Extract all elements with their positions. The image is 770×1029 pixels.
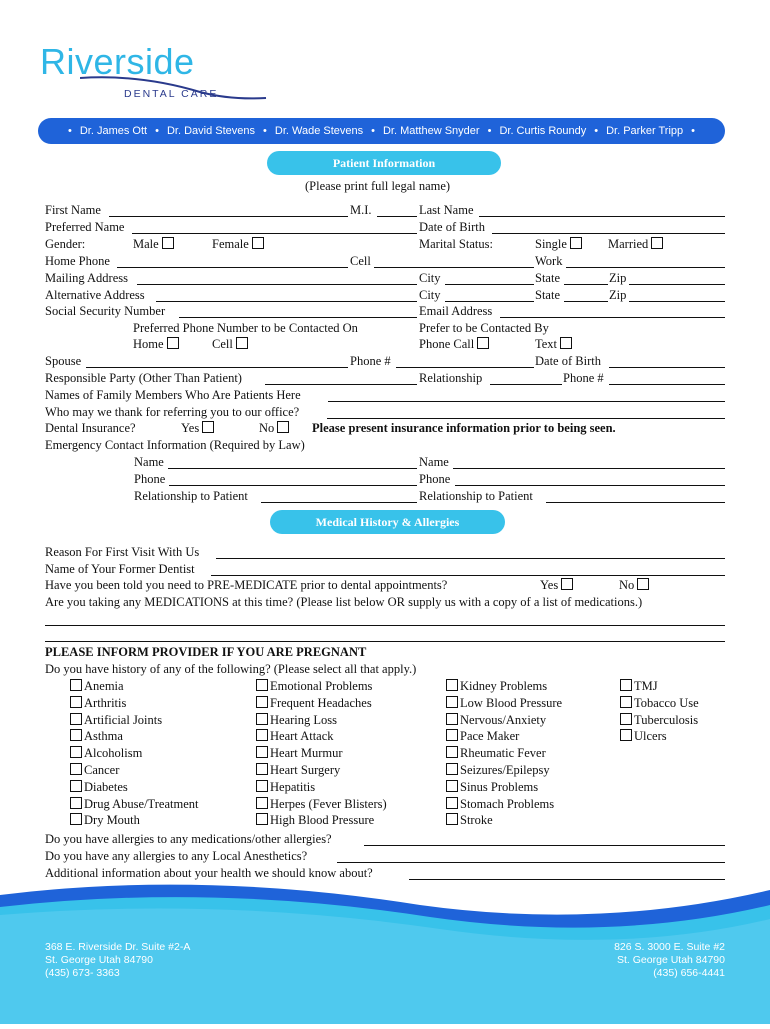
condition-label: Nervous/Anxiety bbox=[460, 712, 547, 727]
marital-label: Marital Status: bbox=[419, 237, 493, 251]
preferred-name-field[interactable] bbox=[132, 233, 417, 234]
emergency-rel-label: Relationship to Patient bbox=[134, 489, 248, 503]
condition-checkbox[interactable] bbox=[446, 729, 458, 741]
state-label: State bbox=[535, 271, 560, 285]
referral-label: Who may we thank for referring you to our office? bbox=[45, 405, 300, 419]
medications-field-2[interactable] bbox=[45, 641, 725, 642]
condition-label: Hepatitis bbox=[270, 779, 316, 794]
condition-item[interactable] bbox=[70, 729, 123, 744]
doctor-name: Dr. James Ott bbox=[79, 125, 148, 137]
cell-field[interactable] bbox=[374, 267, 534, 268]
doctor-name: Dr. Matthew Snyder bbox=[382, 125, 480, 137]
condition-checkbox[interactable] bbox=[70, 696, 82, 708]
phone-call-checkbox[interactable] bbox=[477, 337, 489, 349]
condition-label: TMJ bbox=[634, 679, 658, 693]
condition-checkbox[interactable] bbox=[620, 729, 632, 741]
emergency-name-label: Name bbox=[134, 455, 164, 469]
condition-checkbox[interactable] bbox=[70, 713, 82, 725]
condition-item[interactable] bbox=[446, 797, 554, 812]
patient-info-heading: Patient Information bbox=[267, 151, 501, 175]
condition-label: Artificial Joints bbox=[84, 712, 163, 727]
ssn-field[interactable] bbox=[179, 317, 417, 318]
condition-label: Pace Maker bbox=[460, 729, 520, 744]
first-name-label: First Name bbox=[45, 203, 101, 217]
single-checkbox[interactable] bbox=[570, 237, 582, 249]
condition-checkbox[interactable] bbox=[256, 763, 268, 775]
work-label: Work bbox=[535, 254, 563, 268]
condition-item[interactable] bbox=[446, 746, 546, 761]
premedicate-label: Have you been told you need to PRE-MEDICATE prior to dental appointments? bbox=[45, 578, 448, 592]
emergency-name-field[interactable] bbox=[168, 468, 417, 469]
condition-item[interactable] bbox=[446, 729, 519, 744]
condition-checkbox[interactable] bbox=[446, 780, 458, 792]
condition-label: Alcoholism bbox=[84, 746, 143, 761]
condition-item[interactable] bbox=[446, 679, 547, 694]
doctor-bar: • Dr. James Ott • Dr. David Stevens • Dr. Wade Stevens • Dr. Matthew Snyder • Dr. Curtis Roundy • Dr. Parker Tripp • bbox=[38, 118, 725, 144]
condition-item[interactable] bbox=[256, 797, 387, 812]
condition-checkbox[interactable] bbox=[70, 729, 82, 741]
emergency2-rel-label: Relationship to Patient bbox=[419, 489, 533, 503]
condition-checkbox[interactable] bbox=[70, 780, 82, 792]
premedicate-yes-checkbox[interactable] bbox=[561, 578, 573, 590]
dob-label: Date of Birth bbox=[419, 220, 485, 234]
email-field[interactable] bbox=[500, 317, 725, 318]
responsible-phone-label: Phone # bbox=[563, 371, 604, 385]
spouse-label: Spouse bbox=[45, 354, 82, 368]
doctor-name: Dr. Parker Tripp bbox=[606, 125, 684, 137]
condition-label: High Blood Pressure bbox=[270, 813, 375, 828]
condition-item[interactable] bbox=[256, 763, 340, 778]
home-phone-field[interactable] bbox=[117, 267, 348, 268]
pref-contact-label: Prefer to be Contacted By bbox=[419, 321, 549, 335]
emergency2-phone-field[interactable] bbox=[455, 485, 725, 486]
insurance-yes[interactable]: Yes bbox=[181, 421, 214, 436]
condition-item[interactable] bbox=[256, 813, 374, 828]
condition-item[interactable] bbox=[70, 797, 198, 812]
zip-field[interactable] bbox=[629, 284, 725, 285]
condition-checkbox[interactable] bbox=[256, 746, 268, 758]
condition-checkbox[interactable] bbox=[256, 729, 268, 741]
doctor-name: Dr. Curtis Roundy bbox=[499, 125, 587, 137]
dob-field[interactable] bbox=[492, 233, 725, 234]
condition-item[interactable] bbox=[620, 729, 667, 744]
premedicate-yes[interactable]: Yes bbox=[540, 578, 573, 593]
spouse-field[interactable] bbox=[86, 367, 348, 368]
city-field[interactable] bbox=[445, 284, 534, 285]
condition-item[interactable] bbox=[620, 696, 699, 711]
cell-checkbox[interactable] bbox=[236, 337, 248, 349]
mi-field[interactable] bbox=[377, 216, 417, 217]
alt-zip-field[interactable] bbox=[629, 301, 725, 302]
insurance-yes-checkbox[interactable] bbox=[202, 421, 214, 433]
condition-label: Heart Surgery bbox=[270, 763, 341, 777]
condition-label: Cancer bbox=[84, 763, 120, 777]
condition-checkbox[interactable] bbox=[70, 679, 82, 691]
last-name-label: Last Name bbox=[419, 203, 474, 217]
responsible-relationship-label: Relationship bbox=[419, 371, 483, 385]
condition-item[interactable] bbox=[70, 713, 162, 728]
preferred-name-label: Preferred Name bbox=[45, 220, 125, 234]
male-checkbox[interactable] bbox=[162, 237, 174, 249]
cell-label: Cell bbox=[350, 254, 371, 268]
responsible-relationship-field[interactable] bbox=[490, 384, 562, 385]
condition-item[interactable] bbox=[256, 780, 315, 795]
condition-checkbox[interactable] bbox=[446, 797, 458, 809]
condition-label: Diabetes bbox=[84, 779, 128, 794]
condition-item[interactable] bbox=[70, 696, 126, 711]
family-label: Names of Family Members Who Are Patients Here bbox=[45, 388, 301, 402]
alt-zip-label: Zip bbox=[609, 288, 627, 302]
medical-history-heading: Medical History & Allergies bbox=[270, 510, 505, 534]
condition-item[interactable] bbox=[620, 679, 658, 694]
emergency-phone-field[interactable] bbox=[169, 485, 417, 486]
spouse-dob-field[interactable] bbox=[609, 367, 725, 368]
work-field[interactable] bbox=[566, 267, 725, 268]
condition-checkbox[interactable] bbox=[446, 679, 458, 691]
logo-brand: Riverside bbox=[40, 41, 195, 82]
emergency2-phone-label: Phone bbox=[419, 472, 451, 486]
last-name-field[interactable] bbox=[479, 216, 725, 217]
condition-label: Stomach Problems bbox=[460, 796, 555, 811]
referral-field[interactable] bbox=[327, 418, 725, 419]
text-checkbox[interactable] bbox=[560, 337, 572, 349]
condition-label: Tobacco Use bbox=[634, 695, 699, 710]
condition-item[interactable] bbox=[256, 679, 372, 694]
logo-subtitle: DENTAL CARE bbox=[124, 88, 219, 100]
condition-checkbox[interactable] bbox=[70, 813, 82, 825]
married-checkbox[interactable] bbox=[651, 237, 663, 249]
condition-label: Sinus Problems bbox=[460, 779, 539, 794]
condition-item[interactable] bbox=[446, 780, 538, 795]
gender-female[interactable]: Female bbox=[212, 237, 264, 252]
alt-state-field[interactable] bbox=[564, 301, 608, 302]
former-dentist-field[interactable] bbox=[211, 575, 725, 576]
allergies-meds-field[interactable] bbox=[364, 845, 725, 846]
reason-field[interactable] bbox=[216, 558, 725, 559]
mailing-address-label: Mailing Address bbox=[45, 271, 128, 285]
alt-state-label: State bbox=[535, 288, 560, 302]
condition-label: Low Blood Pressure bbox=[460, 695, 563, 710]
condition-item[interactable] bbox=[256, 746, 343, 761]
history-question: Do you have history of any of the following? (Please select all that apply.) bbox=[45, 662, 417, 676]
condition-checkbox[interactable] bbox=[446, 696, 458, 708]
condition-checkbox[interactable] bbox=[446, 813, 458, 825]
pref-phone-label: Preferred Phone Number to be Contacted On bbox=[133, 321, 358, 335]
doctor-name: Dr. David Stevens bbox=[166, 125, 256, 137]
condition-checkbox[interactable] bbox=[620, 696, 632, 708]
responsible-label: Responsible Party (Other Than Patient) bbox=[45, 371, 242, 385]
responsible-field[interactable] bbox=[265, 384, 417, 385]
alt-address-field[interactable] bbox=[156, 301, 417, 302]
spouse-phone-field[interactable] bbox=[396, 367, 534, 368]
condition-label: Herpes (Fever Blisters) bbox=[270, 796, 387, 811]
gender-label: Gender: bbox=[45, 237, 86, 251]
condition-label: Stroke bbox=[460, 813, 493, 828]
condition-checkbox[interactable] bbox=[446, 746, 458, 758]
insurance-no[interactable]: No bbox=[259, 421, 289, 436]
condition-label: Hearing Loss bbox=[270, 712, 337, 727]
zip-label: Zip bbox=[609, 271, 627, 285]
condition-label: Emotional Problems bbox=[270, 679, 373, 693]
condition-checkbox[interactable] bbox=[256, 780, 268, 792]
emergency-phone-label: Phone bbox=[134, 472, 166, 486]
allergies-meds-label: Do you have allergies to any medications/other allergies? bbox=[45, 832, 332, 846]
first-name-field[interactable] bbox=[109, 216, 348, 217]
condition-item[interactable] bbox=[70, 746, 142, 761]
condition-item[interactable] bbox=[446, 763, 550, 778]
patient-info-subtitle: (Please print full legal name) bbox=[305, 179, 451, 193]
address-right: 826 S. 3000 E. Suite #2 St. George Utah 84790 (435) 656-4441 bbox=[614, 941, 725, 979]
condition-label: Arthritis bbox=[84, 695, 127, 710]
condition-item[interactable] bbox=[446, 713, 546, 728]
allergies-local-field[interactable] bbox=[337, 862, 725, 863]
mi-label: M.I. bbox=[350, 203, 372, 217]
condition-checkbox[interactable] bbox=[446, 713, 458, 725]
condition-checkbox[interactable] bbox=[446, 763, 458, 775]
additional-label: Additional information about your health we should know about? bbox=[45, 866, 373, 880]
condition-label: Rheumatic Fever bbox=[460, 746, 546, 761]
condition-checkbox[interactable] bbox=[620, 713, 632, 725]
insurance-label: Dental Insurance? bbox=[45, 421, 136, 435]
condition-checkbox[interactable] bbox=[256, 813, 268, 825]
pregnant-notice: PLEASE INFORM PROVIDER IF YOU ARE PREGNANT bbox=[45, 645, 367, 659]
condition-label: Drug Abuse/Treatment bbox=[84, 796, 199, 811]
condition-item[interactable] bbox=[256, 729, 334, 744]
gender-male[interactable]: Male bbox=[133, 237, 174, 252]
condition-item[interactable] bbox=[70, 813, 140, 828]
emergency2-name-field[interactable] bbox=[453, 468, 725, 469]
city-label: City bbox=[419, 271, 441, 285]
condition-label: Ulcers bbox=[634, 729, 667, 744]
email-label: Email Address bbox=[419, 304, 493, 318]
emergency2-name-label: Name bbox=[419, 455, 449, 469]
spouse-dob-label: Date of Birth bbox=[535, 354, 601, 368]
address-left: 368 E. Riverside Dr. Suite #2-A St. George Utah 84790 (435) 673- 3363 bbox=[45, 941, 191, 979]
pref-home[interactable]: Home bbox=[133, 337, 179, 352]
condition-item[interactable] bbox=[446, 696, 562, 711]
condition-checkbox[interactable] bbox=[620, 679, 632, 691]
insurance-no-checkbox[interactable] bbox=[277, 421, 289, 433]
pref-cell[interactable]: Cell bbox=[212, 337, 248, 352]
reason-label: Reason For First Visit With Us bbox=[45, 545, 200, 559]
state-field[interactable] bbox=[564, 284, 608, 285]
condition-checkbox[interactable] bbox=[70, 746, 82, 758]
medications-field-1[interactable] bbox=[45, 625, 725, 626]
emergency-rel-field[interactable] bbox=[261, 502, 417, 503]
pref-text[interactable]: Text bbox=[535, 337, 572, 352]
condition-label: Dry Mouth bbox=[84, 813, 140, 828]
condition-checkbox[interactable] bbox=[256, 797, 268, 809]
condition-item[interactable] bbox=[70, 763, 119, 778]
condition-label: Tuberculosis bbox=[634, 712, 699, 727]
emergency-label: Emergency Contact Information (Required by Law) bbox=[45, 438, 305, 452]
condition-label: Frequent Headaches bbox=[270, 695, 372, 710]
former-dentist-label: Name of Your Former Dentist bbox=[45, 562, 195, 576]
female-checkbox[interactable] bbox=[252, 237, 264, 249]
condition-item[interactable] bbox=[446, 813, 493, 828]
condition-checkbox[interactable] bbox=[256, 679, 268, 691]
family-field[interactable] bbox=[328, 401, 725, 402]
premedicate-no-checkbox[interactable] bbox=[637, 578, 649, 590]
spouse-phone-label: Phone # bbox=[350, 354, 391, 368]
footer bbox=[0, 875, 770, 1024]
alt-address-label: Alternative Address bbox=[45, 288, 145, 302]
emergency2-rel-field[interactable] bbox=[546, 502, 725, 503]
alt-city-field[interactable] bbox=[445, 301, 534, 302]
condition-checkbox[interactable] bbox=[70, 763, 82, 775]
condition-checkbox[interactable] bbox=[256, 713, 268, 725]
premedicate-no[interactable]: No bbox=[619, 578, 649, 593]
condition-item[interactable] bbox=[70, 780, 128, 795]
condition-item[interactable] bbox=[620, 713, 698, 728]
condition-label: Heart Murmur bbox=[270, 746, 343, 761]
ssn-label: Social Security Number bbox=[45, 304, 166, 318]
condition-label: Anemia bbox=[84, 679, 124, 693]
doctor-name: Dr. Wade Stevens bbox=[274, 125, 364, 137]
logo bbox=[40, 42, 240, 112]
alt-city-label: City bbox=[419, 288, 441, 302]
home-checkbox[interactable] bbox=[167, 337, 179, 349]
marital-married[interactable]: Married bbox=[608, 237, 663, 252]
pref-phone-call[interactable]: Phone Call bbox=[419, 337, 489, 352]
home-phone-label: Home Phone bbox=[45, 254, 110, 268]
insurance-note: Please present insurance information prior to being seen. bbox=[312, 421, 616, 435]
medications-label: Are you taking any MEDICATIONS at this time? (Please list below OR supply us with a copy of a list of medications.) bbox=[45, 595, 643, 609]
condition-label: Heart Attack bbox=[270, 729, 334, 744]
mailing-address-field[interactable] bbox=[137, 284, 417, 285]
condition-label: Kidney Problems bbox=[460, 679, 548, 693]
condition-checkbox[interactable] bbox=[256, 696, 268, 708]
allergies-local-label: Do you have any allergies to any Local Anesthetics? bbox=[45, 849, 308, 863]
condition-item[interactable] bbox=[70, 679, 124, 694]
condition-item[interactable] bbox=[256, 713, 337, 728]
condition-label: Asthma bbox=[84, 729, 123, 744]
condition-label: Seizures/Epilepsy bbox=[460, 763, 550, 777]
condition-item[interactable] bbox=[256, 696, 372, 711]
responsible-phone-field[interactable] bbox=[609, 384, 725, 385]
marital-single[interactable]: Single bbox=[535, 237, 582, 252]
condition-checkbox[interactable] bbox=[70, 797, 82, 809]
